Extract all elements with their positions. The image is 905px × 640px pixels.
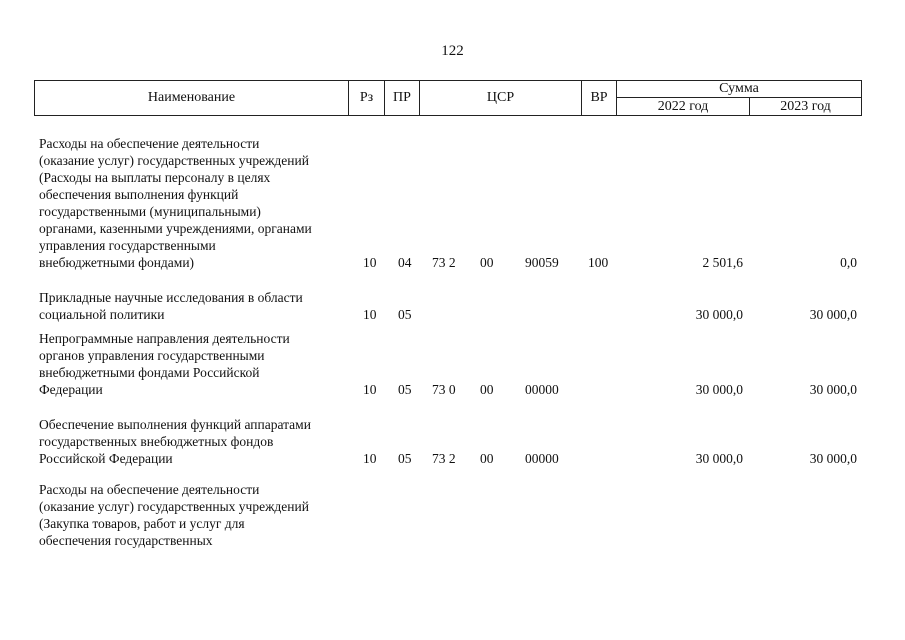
row-name: Прикладные научные исследования в области социальной политики (39, 290, 303, 322)
table-row (0, 330, 905, 398)
row-sum-2023: 0,0 (840, 255, 857, 270)
row-name: Расходы на обеспечение деятельности (оказание услуг) государственных учреждений (Закупка товаров, работ и услуг для обеспечения государственных (39, 482, 309, 548)
row-csr-direction: 90059 (525, 255, 559, 270)
table-row (0, 133, 905, 271)
row-csr-subprogram: 00 (480, 451, 494, 466)
row-rz: 10 (363, 451, 377, 466)
row-csr-direction: 00000 (525, 382, 559, 397)
row-name: Непрограммные направления деятельности органов управления государственными внебюджетными фондами Российской Федерации (39, 331, 290, 397)
row-csr-subprogram: 00 (480, 255, 494, 270)
row-pr: 05 (398, 451, 412, 466)
row-rz: 10 (363, 307, 377, 322)
header-rz: Рз (349, 81, 385, 115)
row-csr-program: 73 2 (432, 451, 456, 466)
row-csr-program: 73 0 (432, 382, 456, 397)
table-row (0, 289, 905, 323)
header-year-2023: 2023 год (780, 98, 831, 114)
row-csr-program: 73 2 (432, 255, 456, 270)
table-header (34, 80, 862, 116)
row-name: Расходы на обеспечение деятельности (оказание услуг) государственных учреждений (Расходы на выплаты персоналу в целях обеспечения выполнения функций государственными (муниципальными) органами, казенными учреждениями, органами управления государственными внебюджетными фондами) (39, 136, 312, 270)
row-vr: 100 (588, 255, 609, 270)
row-pr: 04 (398, 255, 412, 270)
header-pr: ПР (385, 81, 420, 115)
row-name: Обеспечение выполнения функций аппаратами государственных внебюджетных фондов Российской Федерации (39, 417, 311, 466)
row-rz: 10 (363, 255, 377, 270)
header-year-2022: 2022 год (617, 98, 750, 115)
header-vr: ВР (582, 81, 617, 115)
row-sum-2022: 2 501,6 (702, 255, 743, 270)
row-sum-2022: 30 000,0 (695, 382, 743, 397)
header-sum: Сумма (617, 81, 861, 98)
row-sum-2023: 30 000,0 (809, 307, 857, 322)
row-sum-2023: 30 000,0 (809, 382, 857, 397)
row-sum-2023: 30 000,0 (809, 451, 857, 466)
row-rz: 10 (363, 382, 377, 397)
table-row (0, 481, 905, 549)
header-csr: ЦСР (420, 81, 582, 115)
row-pr: 05 (398, 382, 412, 397)
row-sum-2022: 30 000,0 (695, 307, 743, 322)
row-csr-subprogram: 00 (480, 382, 494, 397)
row-pr: 05 (398, 307, 412, 322)
page-number: 122 (441, 43, 464, 59)
table-row (0, 416, 905, 467)
row-csr-direction: 00000 (525, 451, 559, 466)
header-name: Наименование (35, 81, 349, 115)
row-sum-2022: 30 000,0 (695, 451, 743, 466)
